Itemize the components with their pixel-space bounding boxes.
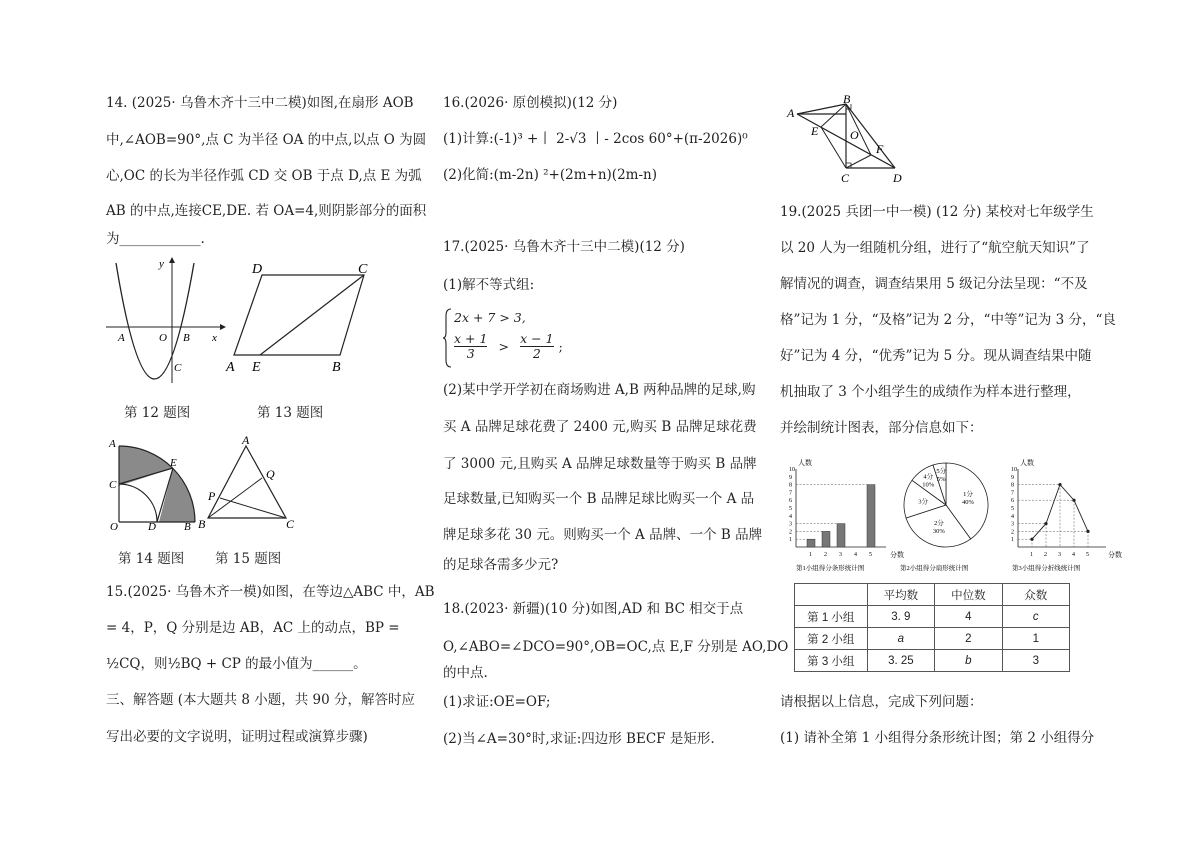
label-B: B bbox=[198, 517, 206, 531]
y-tick-label: 10 bbox=[789, 467, 795, 473]
y-tick-label: 9 bbox=[789, 474, 792, 481]
y-tick-label: 7 bbox=[789, 490, 792, 497]
y-tick-label: 2 bbox=[789, 529, 792, 536]
q19-line: 解情况的调查，调查结果用 5 级记分法呈现：“不及 bbox=[780, 276, 1088, 292]
line-xlabel: 分数 bbox=[1108, 551, 1122, 559]
q19-line: 以 20 人为一组随机分组，进行了“航空航天知识”了 bbox=[780, 240, 1090, 256]
q17-line: (1)解不等式组: bbox=[443, 277, 535, 293]
x-tick-label: 2 bbox=[1044, 552, 1047, 558]
y-tick-label: 1 bbox=[1011, 537, 1014, 544]
y-tick-label: 2 bbox=[1011, 529, 1014, 536]
figure-14-caption: 第 14 题图 bbox=[118, 551, 185, 567]
q16-line: (2)化简:(m-2n) ²+(2m+n)(2m-n) bbox=[443, 167, 657, 183]
greater-sign: > bbox=[498, 339, 510, 354]
q19-line: 格”记为 1 分，“及格”记为 2 分，“中等”记为 3 分，“良 bbox=[780, 312, 1116, 328]
bar bbox=[867, 485, 875, 547]
y-tick-label: 8 bbox=[1011, 482, 1014, 489]
bar bbox=[837, 524, 845, 547]
label-C: C bbox=[358, 262, 368, 277]
line-point bbox=[1058, 483, 1061, 486]
x-tick-label: 1 bbox=[1030, 552, 1033, 558]
table-row: 第 2 小组 a 2 1 bbox=[795, 628, 1070, 650]
y-tick-label: 8 bbox=[789, 482, 792, 489]
y-tick-label: 6 bbox=[789, 498, 792, 505]
label-y: y bbox=[159, 258, 164, 270]
x-tick-label: 4 bbox=[1072, 552, 1075, 558]
q18-line: 18.(2023· 新疆)(10 分)如图,AD 和 BC 相交于点 bbox=[443, 601, 744, 617]
label-F: F bbox=[876, 142, 884, 156]
pie-slice-percent: 40% bbox=[962, 498, 974, 506]
label-x: x bbox=[212, 332, 217, 344]
y-tick-label: 5 bbox=[789, 506, 792, 512]
line-point bbox=[1086, 530, 1089, 533]
label-A: A bbox=[787, 106, 795, 120]
label-A: A bbox=[226, 360, 235, 375]
label-C: C bbox=[841, 171, 850, 185]
q17-part2-line: 足球数量,已知购买一个 B 品牌足球比购买一个 A 品 bbox=[443, 491, 755, 507]
q17-part2-line: 买 A 品牌足球花费了 2400 元,购买 B 品牌足球花费 bbox=[443, 419, 757, 435]
pie-slice-label: 3分 bbox=[918, 498, 929, 506]
label-C: C bbox=[109, 479, 117, 491]
fraction-right: $\frac{x - 1}{2}$ bbox=[520, 331, 554, 361]
x-tick-label: 5 bbox=[869, 552, 872, 558]
group2-pie-chart bbox=[898, 455, 998, 575]
label-B: B bbox=[184, 521, 191, 533]
figure-12-caption: 第 12 题图 bbox=[124, 405, 191, 421]
group1-bar-chart bbox=[782, 455, 902, 575]
label-A: A bbox=[109, 438, 116, 450]
x-tick-label: 3 bbox=[839, 552, 842, 558]
q19-line: 19.(2025 兵团一中一模) (12 分) 某校对七年级学生 bbox=[780, 204, 1094, 220]
q15-line: = 4，P，Q 分别是边 AB，AC 上的动点，BP = bbox=[106, 620, 400, 636]
y-tick-label: 5 bbox=[1011, 506, 1014, 512]
label-C: C bbox=[174, 362, 182, 374]
figure-13-caption: 第 13 题图 bbox=[257, 405, 324, 421]
q14-line: 心,OC 的长为半径作弧 CD 交 OB 于点 D,点 E 为弧 bbox=[106, 168, 422, 184]
q17-part2-line: 的足球各需多少元? bbox=[443, 557, 559, 573]
q17-line: 17.(2025· 乌鲁木齐十三中二模)(12 分) bbox=[443, 239, 685, 255]
q19-line: 机抽取了 3 个小组学生的成绩作为样本进行整理， bbox=[780, 384, 1081, 400]
label-D: D bbox=[148, 521, 156, 533]
label-O: O bbox=[850, 128, 859, 142]
fraction-left: $\frac{x + 1}{3}$ bbox=[454, 331, 488, 361]
line-point bbox=[1072, 499, 1075, 502]
pie-caption: 第2小组得分扇形统计图 bbox=[900, 565, 969, 572]
q18-line: (1)求证:OE=OF; bbox=[443, 694, 551, 710]
q16-line: (1)计算:(-1)³ +丨 2-√3 丨- 2cos 60°+(π-2026)⁰ bbox=[443, 131, 748, 147]
label-O: O bbox=[110, 521, 118, 533]
pie-slice-label: 2分 bbox=[933, 519, 944, 527]
group3-line-chart bbox=[1004, 455, 1124, 575]
x-tick-label: 2 bbox=[824, 552, 827, 558]
figure-15-triangle bbox=[196, 432, 306, 532]
label-E: E bbox=[252, 360, 261, 375]
bar-ylabel: 人数 bbox=[798, 459, 812, 467]
table-row: 第 3 小组 3. 25 b 3 bbox=[795, 650, 1070, 672]
label-B: B bbox=[183, 332, 190, 344]
y-tick-label: 3 bbox=[1011, 521, 1014, 528]
pie-slice-percent: 5% bbox=[936, 476, 946, 484]
section3-line: 三、解答题 (本大题共 8 小题，共 90 分，解答时应 bbox=[106, 692, 415, 708]
y-tick-label: 9 bbox=[1011, 474, 1014, 481]
label-D: D bbox=[252, 262, 263, 277]
line-caption: 第3小组得分折线统计图 bbox=[1012, 565, 1081, 572]
q14-line: AB 的中点,连接CE,DE. 若 OA=4,则阴影部分的面积 bbox=[106, 203, 427, 219]
bar bbox=[807, 539, 815, 547]
x-tick-label: 4 bbox=[854, 552, 857, 558]
pie-slice-label: 5分 bbox=[936, 468, 947, 476]
statistics-table bbox=[794, 583, 1070, 672]
q14-line: 14. (2025· 乌鲁木齐十三中二模)如图,在扇形 AOB bbox=[106, 95, 414, 111]
inequality-system: 2x + 7 > 3, $\frac{x + 1}{3}$ > $\frac{x - 1}{2}$ ; bbox=[443, 308, 613, 372]
label-D: D bbox=[893, 171, 902, 185]
y-tick-label: 10 bbox=[1011, 467, 1017, 473]
x-tick-label: 5 bbox=[1086, 552, 1089, 558]
label-A: A bbox=[242, 433, 250, 447]
figure-14-sector bbox=[106, 432, 206, 532]
label-C: C bbox=[286, 517, 295, 531]
q14-line: 中,∠AOB=90°,点 C 为半径 OA 的中点,以点 O 为圆 bbox=[106, 132, 427, 148]
figure-12-parabola bbox=[104, 255, 226, 385]
bar bbox=[822, 531, 830, 547]
label-B: B bbox=[843, 92, 851, 106]
y-tick-label: 6 bbox=[1011, 498, 1014, 505]
q14-line: 为____________. bbox=[106, 231, 205, 247]
y-tick-label: 3 bbox=[789, 521, 792, 528]
label-B: B bbox=[332, 360, 341, 375]
q18-line: O,∠ABO=∠DCO=90°,OB=OC,点 E,F 分别是 AO,DO bbox=[443, 639, 789, 655]
y-tick-label: 7 bbox=[1011, 490, 1014, 497]
label-E: E bbox=[170, 457, 177, 469]
label-A: A bbox=[118, 332, 125, 344]
pie-slice-percent: 10% bbox=[922, 481, 935, 489]
x-tick-label: 1 bbox=[809, 552, 812, 558]
pie-slice-label: 4分 bbox=[923, 473, 934, 481]
q17-part2-line: (2)某中学开学初在商场购进 A,B 两种品牌的足球,购 bbox=[443, 382, 756, 398]
q16-line: 16.(2026· 原创模拟)(12 分) bbox=[443, 95, 618, 111]
label-O: O bbox=[159, 332, 167, 344]
y-tick-label: 4 bbox=[789, 513, 792, 520]
y-tick-label: 1 bbox=[789, 537, 792, 544]
figure-18 bbox=[783, 92, 913, 185]
line-point bbox=[1030, 538, 1033, 541]
q15-line: ½CQ，则½BQ + CP 的最小值为______。 bbox=[106, 656, 367, 672]
table-row: 第 1 小组 3. 9 4 c bbox=[795, 606, 1070, 628]
pie-slice-percent: 30% bbox=[932, 527, 945, 535]
figure-15-caption: 第 15 题图 bbox=[215, 551, 282, 567]
x-tick-label: 3 bbox=[1058, 552, 1061, 558]
line-point bbox=[1044, 522, 1047, 525]
table-header-row: 平均数 中位数 众数 bbox=[795, 584, 1070, 606]
section3-line: 写出必要的文字说明，证明过程或演算步骤) bbox=[106, 729, 368, 745]
q17-part2-line: 牌足球多花 30 元。则购买一个 A 品牌、一个 B 品牌 bbox=[443, 527, 763, 543]
q19-line: 并绘制统计图表，部分信息如下： bbox=[780, 420, 983, 436]
bar-caption: 第1小组得分条形统计图 bbox=[796, 565, 865, 572]
pie-slice-label: 1分 bbox=[963, 490, 973, 498]
q18-line: 的中点. bbox=[443, 665, 488, 681]
q18-line: (2)当∠A=30°时,求证:四边形 BECF 是矩形. bbox=[443, 731, 715, 747]
q17-part2-line: 了 3000 元,且购买 A 品牌足球数量等于购买 B 品牌 bbox=[443, 456, 757, 472]
q19-line: 好”记为 4 分，“优秀”记为 5 分。现从调查结果中随 bbox=[780, 348, 1092, 364]
q15-line: 15.(2025· 乌鲁木齐一模)如图，在等边△ABC 中，AB bbox=[106, 584, 435, 600]
label-E: E bbox=[811, 124, 819, 138]
q19-after-line: 请根据以上信息，完成下列问题： bbox=[780, 694, 983, 710]
bar-xlabel: 分数 bbox=[890, 551, 904, 559]
figure-13-parallelogram bbox=[222, 255, 382, 380]
line-ylabel: 人数 bbox=[1020, 459, 1034, 467]
y-tick-label: 4 bbox=[1011, 513, 1014, 520]
q19-after-line: (1) 请补全第 1 小组得分条形统计图；第 2 小组得分 bbox=[780, 730, 1095, 746]
label-Q: Q bbox=[266, 467, 275, 481]
inequality-1: 2x + 7 > 3, bbox=[454, 310, 526, 325]
label-P: P bbox=[208, 489, 216, 503]
